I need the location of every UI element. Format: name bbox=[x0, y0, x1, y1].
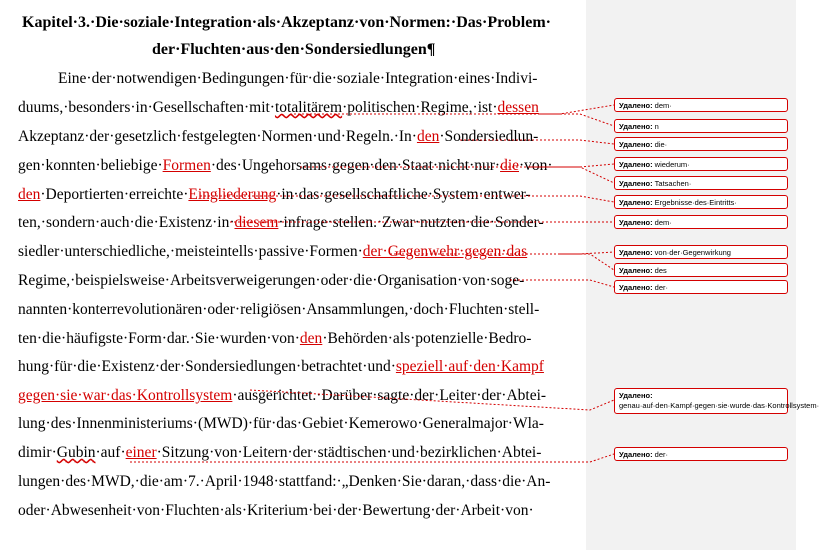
chapter-title-line-1: Kapitel·3.·Die·soziale·Integration·als·Akzeptanz·von·Normen:·Das·Problem· bbox=[22, 14, 552, 31]
text-run: ·Sitzung·von·Leitern·der·städtischen·und·bezirklichen·Abtei- bbox=[156, 444, 542, 461]
body-line[interactable] bbox=[18, 127, 578, 147]
text-run: Akzeptanz·der·gesetzlich·festgelegten·Normen·und·Regeln.·In· bbox=[18, 128, 417, 145]
balloon-label: Удалено: bbox=[619, 248, 653, 257]
inserted-text: der·Gegenwehr·gegen·das bbox=[362, 243, 528, 260]
body-line[interactable] bbox=[18, 501, 578, 521]
inserted-text: den bbox=[299, 330, 323, 347]
deletion-balloon[interactable] bbox=[614, 388, 819, 414]
balloon-label: Удалено: bbox=[619, 266, 653, 275]
balloon-label: Удалено: bbox=[619, 283, 653, 292]
deletion-balloon[interactable] bbox=[614, 98, 788, 112]
balloon-label: Удалено: bbox=[619, 122, 653, 131]
deletion-balloon[interactable] bbox=[614, 176, 788, 190]
body-line[interactable] bbox=[18, 386, 578, 406]
deletion-balloon[interactable] bbox=[614, 137, 788, 151]
balloon-text: n bbox=[652, 122, 659, 131]
deletion-balloon[interactable] bbox=[614, 215, 788, 229]
text-run: Eine·der·notwendigen·Bedingungen·für·die·soziale·Integration·eines·Indivi- bbox=[58, 70, 538, 87]
inserted-text: den bbox=[18, 186, 41, 203]
inserted-text: einer bbox=[125, 444, 157, 461]
inserted-text: den bbox=[416, 128, 440, 145]
body-line[interactable] bbox=[58, 69, 578, 89]
body-line[interactable] bbox=[18, 213, 578, 233]
body-line[interactable] bbox=[18, 329, 578, 349]
balloon-label: Удалено: bbox=[619, 218, 653, 227]
body-line[interactable] bbox=[18, 98, 578, 118]
text-run: ·ausgerichtet.·Darüber·sagte·der·Leiter·der·Abtei- bbox=[232, 387, 547, 404]
text-run: ·des·Ungehorsams·gegen·den·Staat·nicht·nur· bbox=[210, 157, 501, 174]
text-run: ten,·sondern·auch·die·Existenz·in· bbox=[18, 214, 235, 231]
text-run: siedler·unterschiedliche,·meisteintells·passive·Formen· bbox=[18, 243, 363, 260]
body-line[interactable] bbox=[18, 443, 578, 463]
inserted-text: dessen bbox=[497, 99, 539, 116]
balloon-label: Удалено: bbox=[619, 450, 653, 459]
deletion-balloon[interactable] bbox=[614, 263, 788, 277]
balloon-text: die· bbox=[652, 140, 668, 149]
text-run: ten·die·häufigste·Form·dar.·Sie·wurden·von· bbox=[18, 330, 300, 347]
balloon-text: Tatsachen· bbox=[652, 179, 692, 188]
text-run: ·in·das·gesellschaftliche·System·entwer- bbox=[276, 186, 531, 203]
deletion-balloon[interactable] bbox=[614, 447, 788, 461]
balloon-label: Удалено: bbox=[619, 179, 653, 188]
text-run: ·infrage·stellen.·Zwar·nutzten·die·Sonder- bbox=[278, 214, 544, 231]
text-run: ·Deportierten·erreichte· bbox=[40, 186, 189, 203]
balloon-text: dem· bbox=[652, 101, 672, 110]
text-run: Regime,·beispielsweise·Arbeitsverweigerungen·oder·die·Organisation·von·soge- bbox=[18, 272, 525, 289]
deletion-balloon[interactable] bbox=[614, 119, 788, 133]
body-line[interactable] bbox=[18, 300, 578, 320]
balloon-text: wiederum· bbox=[652, 160, 690, 169]
text-run: hung·für·die·Existenz·der·Sondersiedlungen·betrachtet·und· bbox=[18, 358, 396, 375]
balloon-label: Удалено: bbox=[619, 140, 653, 149]
text-run: ·von· bbox=[519, 157, 553, 174]
balloon-label: Удалено: bbox=[619, 160, 653, 169]
deletion-balloon[interactable] bbox=[614, 157, 788, 171]
balloon-text: der· bbox=[652, 283, 668, 292]
deletion-balloon[interactable] bbox=[614, 245, 788, 259]
inserted-text: diesem bbox=[234, 214, 279, 231]
body-line[interactable] bbox=[18, 472, 578, 492]
text-run: ·Behörden·als·potenzielle·Bedro- bbox=[322, 330, 532, 347]
inserted-text: gegen·sie·war·das·Kontrollsystem bbox=[18, 387, 233, 404]
inserted-text: die bbox=[500, 157, 519, 174]
deletion-balloon[interactable] bbox=[614, 195, 788, 209]
text-run: lung·des·Innenministeriums·(MWD)·für·das·Gebiet·Kemerowo·Generalmajor·Wla- bbox=[18, 415, 544, 432]
balloon-text: genau·auf·den·Kampf·gegen·sie·wurde·das·Kontrollsystem· bbox=[619, 401, 819, 410]
chapter-title-line-2: der·Fluchten·aus·den·Sondersiedlungen¶ bbox=[152, 41, 436, 58]
text-run: nannten·konterrevolutionären·oder·religiösen·Ansammlungen,·doch·Fluchten·stell- bbox=[18, 301, 540, 318]
spelling-flag: Gubin bbox=[56, 444, 96, 461]
text-run: ·politischen·Regime,·ist· bbox=[342, 99, 498, 116]
text-run: ·auf· bbox=[95, 444, 126, 461]
body-line[interactable] bbox=[18, 185, 578, 205]
balloon-text: des bbox=[652, 266, 667, 275]
text-run: dimir· bbox=[18, 444, 57, 461]
inserted-text: speziell·auf·den·Kampf bbox=[395, 358, 544, 375]
text-run: gen·konnten·beliebige· bbox=[18, 157, 163, 174]
body-line[interactable] bbox=[18, 357, 578, 377]
spelling-flag: totalitärem bbox=[274, 99, 343, 116]
balloon-label: Удалено: bbox=[619, 101, 653, 110]
deletion-balloon[interactable] bbox=[614, 280, 788, 294]
text-run: ·Sondersiedlun- bbox=[439, 128, 539, 145]
balloon-label: Удалено: bbox=[619, 198, 653, 207]
body-line[interactable] bbox=[18, 414, 578, 434]
balloon-text: dem· bbox=[652, 218, 672, 227]
text-run: lungen·des·MWD,·die·am·7.·April·1948·stattfand:·„Denken·Sie·daran,·dass·die·An- bbox=[18, 473, 551, 490]
body-line[interactable] bbox=[18, 242, 578, 262]
balloon-text: der· bbox=[652, 450, 668, 459]
body-line[interactable] bbox=[18, 156, 578, 176]
text-run: duums,·besonders·in·Gesellschaften·mit· bbox=[18, 99, 275, 116]
inserted-text: Formen bbox=[162, 157, 211, 174]
body-line[interactable] bbox=[18, 271, 578, 291]
balloon-text: von·der·Gegenwirkung bbox=[652, 248, 731, 257]
text-run: oder·Abwesenheit·von·Fluchten·als·Kriterium·bei·der·Bewertung·der·Arbeit·von· bbox=[18, 502, 534, 519]
inserted-text: Eingliederung bbox=[188, 186, 277, 203]
balloon-label: Удалено: bbox=[619, 391, 653, 400]
balloon-text: Ergebnisse·des·Eintritts· bbox=[652, 198, 737, 207]
